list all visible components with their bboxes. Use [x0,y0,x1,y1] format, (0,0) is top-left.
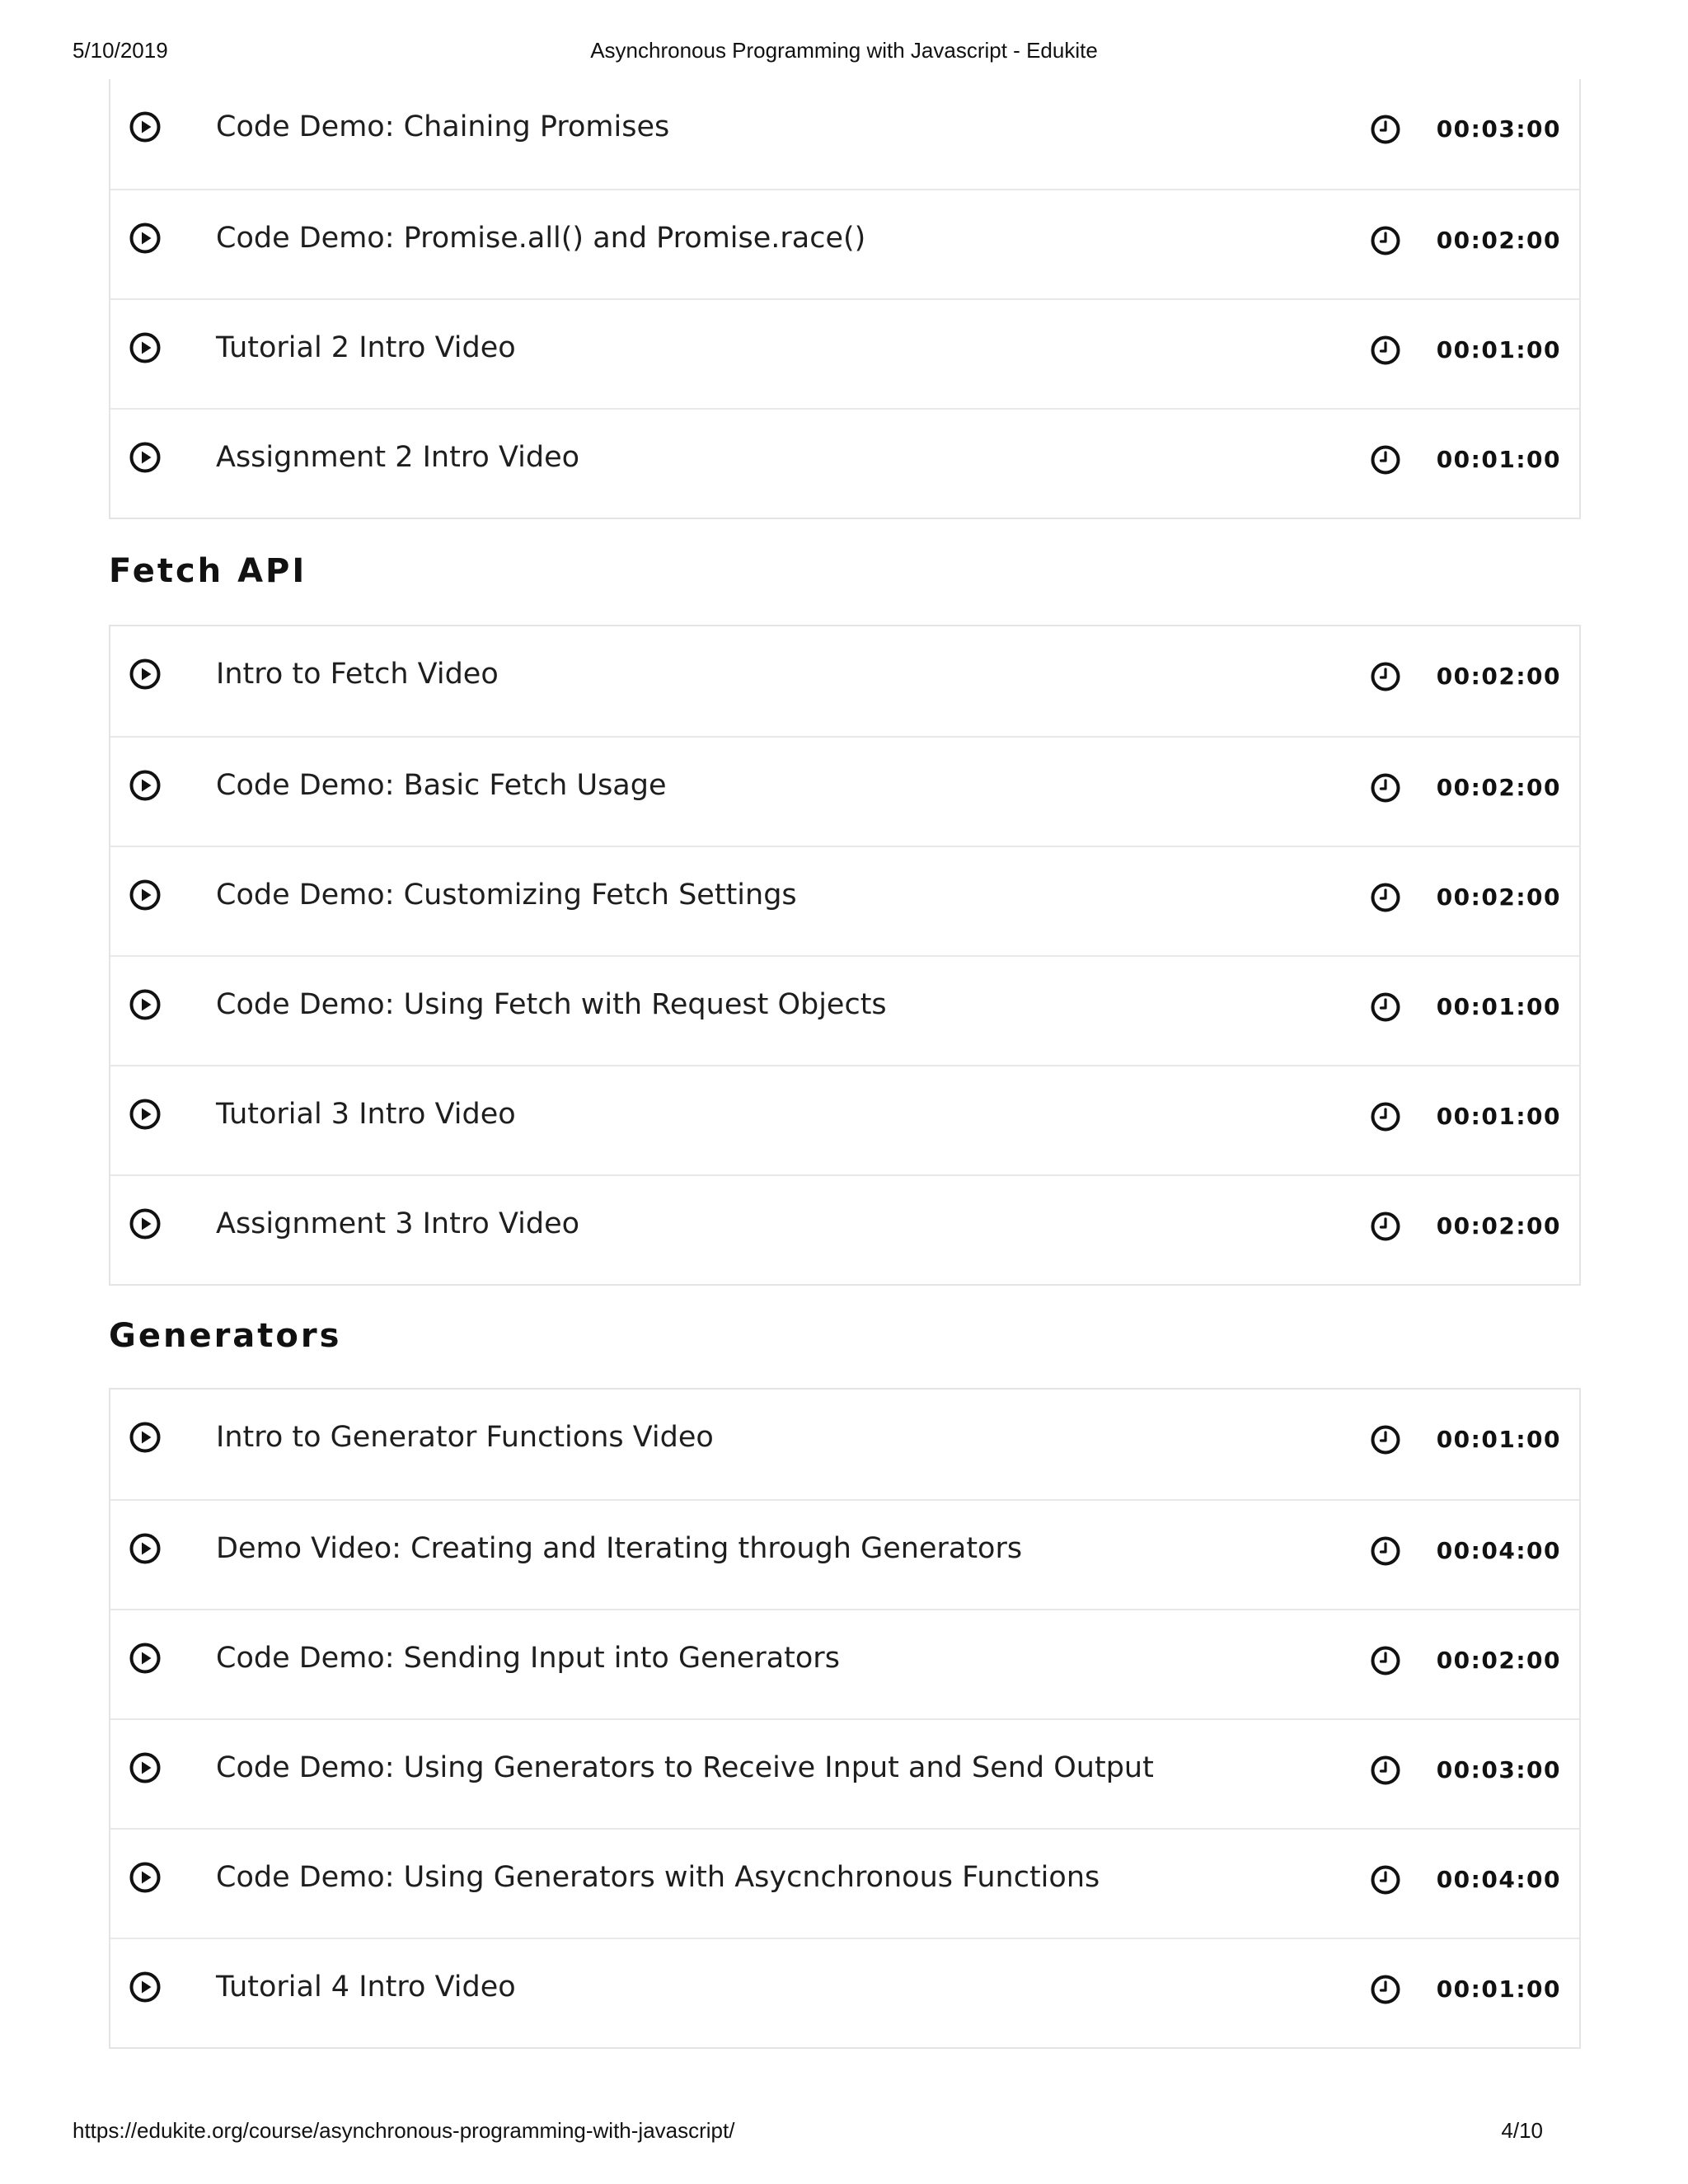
lesson-duration: 00:02:00 [1436,1212,1561,1240]
lesson-duration: 00:04:00 [1436,1866,1561,1893]
print-header [73,38,1615,71]
lesson-row[interactable] [110,408,1579,518]
lesson-duration: 00:02:00 [1436,1647,1561,1674]
print-page-title: Asynchronous Programming with Javascript - Edukite [590,38,1098,63]
lesson-title[interactable]: Tutorial 3 Intro Video [216,1098,516,1131]
lesson-duration: 00:02:00 [1436,883,1561,911]
play-circle-icon[interactable] [129,110,162,143]
print-date: 5/10/2019 [73,38,168,63]
clock-icon [1370,661,1401,692]
play-circle-icon[interactable] [129,988,162,1021]
section-title-generators: Generators [109,1317,342,1355]
lesson-row[interactable] [110,1499,1579,1609]
clock-icon [1370,991,1401,1023]
lesson-row[interactable] [110,626,1579,736]
lesson-duration: 00:01:00 [1436,1975,1561,2003]
lesson-title[interactable]: Code Demo: Using Fetch with Request Objects [216,988,887,1021]
clock-icon [1370,1755,1401,1786]
section-fetch-api [109,625,1581,1286]
play-circle-icon[interactable] [129,879,162,912]
lesson-list [109,79,1581,519]
lesson-row[interactable] [110,189,1579,298]
lesson-title[interactable]: Code Demo: Using Generators with Asycnchronous Functions [216,1861,1100,1894]
lesson-duration: 00:02:00 [1436,774,1561,801]
lesson-title[interactable]: Assignment 3 Intro Video [216,1207,580,1240]
play-circle-icon[interactable] [129,769,162,802]
lesson-title[interactable]: Tutorial 2 Intro Video [216,331,516,364]
play-circle-icon[interactable] [129,1207,162,1240]
play-circle-icon[interactable] [129,1098,162,1131]
clock-icon [1370,335,1401,366]
lesson-list [109,1388,1581,2049]
lesson-title[interactable]: Code Demo: Promise.all() and Promise.race() [216,222,866,255]
play-circle-icon[interactable] [129,1421,162,1454]
lesson-title[interactable]: Tutorial 4 Intro Video [216,1971,516,2004]
print-page-number: 4/10 [1501,2118,1543,2143]
clock-icon [1370,1211,1401,1242]
print-url: https://edukite.org/course/asynchronous-programming-with-javascript/ [73,2118,735,2143]
play-circle-icon[interactable] [129,331,162,364]
clock-icon [1370,772,1401,804]
section-generators [109,1388,1581,2049]
clock-icon [1370,1535,1401,1567]
lesson-title[interactable]: Intro to Fetch Video [216,658,499,691]
lesson-title[interactable]: Code Demo: Using Generators to Receive Input and Send Output [216,1751,1154,1784]
play-circle-icon[interactable] [129,222,162,255]
lesson-title[interactable]: Code Demo: Chaining Promises [216,110,670,143]
clock-icon [1370,444,1401,476]
clock-icon [1370,1974,1401,2005]
clock-icon [1370,225,1401,256]
clock-icon [1370,1101,1401,1132]
section-title-fetch-api: Fetch API [109,552,307,590]
lesson-title[interactable]: Assignment 2 Intro Video [216,441,580,474]
lesson-row[interactable] [110,79,1579,189]
lesson-row[interactable] [110,955,1579,1065]
play-circle-icon[interactable] [129,1861,162,1894]
clock-icon [1370,114,1401,145]
play-circle-icon[interactable] [129,1532,162,1565]
lesson-title[interactable]: Intro to Generator Functions Video [216,1421,714,1454]
lesson-row[interactable] [110,736,1579,846]
lesson-duration: 00:01:00 [1436,1103,1561,1130]
play-circle-icon[interactable] [129,658,162,691]
lesson-row[interactable] [110,846,1579,955]
lesson-row[interactable] [110,1718,1579,1828]
lesson-duration: 00:03:00 [1436,1756,1561,1783]
lesson-row[interactable] [110,1390,1579,1499]
lesson-duration: 00:01:00 [1436,993,1561,1020]
lesson-title[interactable]: Code Demo: Sending Input into Generators [216,1642,840,1675]
lesson-duration: 00:02:00 [1436,663,1561,690]
lesson-row[interactable] [110,298,1579,408]
play-circle-icon[interactable] [129,441,162,474]
lesson-duration: 00:01:00 [1436,336,1561,363]
lesson-title[interactable]: Code Demo: Customizing Fetch Settings [216,879,797,912]
lesson-duration: 00:03:00 [1436,115,1561,143]
lesson-duration: 00:01:00 [1436,446,1561,473]
lesson-title[interactable]: Code Demo: Basic Fetch Usage [216,769,667,802]
lesson-row[interactable] [110,1065,1579,1174]
section-promises-continued [109,79,1581,519]
print-footer [73,2118,1615,2151]
lesson-row[interactable] [110,1609,1579,1718]
clock-icon [1370,1864,1401,1896]
lesson-row[interactable] [110,1938,1579,2047]
lesson-title[interactable]: Demo Video: Creating and Iterating through Generators [216,1532,1023,1565]
lesson-list [109,625,1581,1286]
lesson-row[interactable] [110,1174,1579,1284]
lesson-duration: 00:01:00 [1436,1426,1561,1453]
clock-icon [1370,1424,1401,1455]
play-circle-icon[interactable] [129,1971,162,2004]
lesson-row[interactable] [110,1828,1579,1938]
lesson-duration: 00:04:00 [1436,1537,1561,1564]
clock-icon [1370,1645,1401,1676]
lesson-duration: 00:02:00 [1436,227,1561,254]
play-circle-icon[interactable] [129,1751,162,1784]
clock-icon [1370,882,1401,913]
play-circle-icon[interactable] [129,1642,162,1675]
